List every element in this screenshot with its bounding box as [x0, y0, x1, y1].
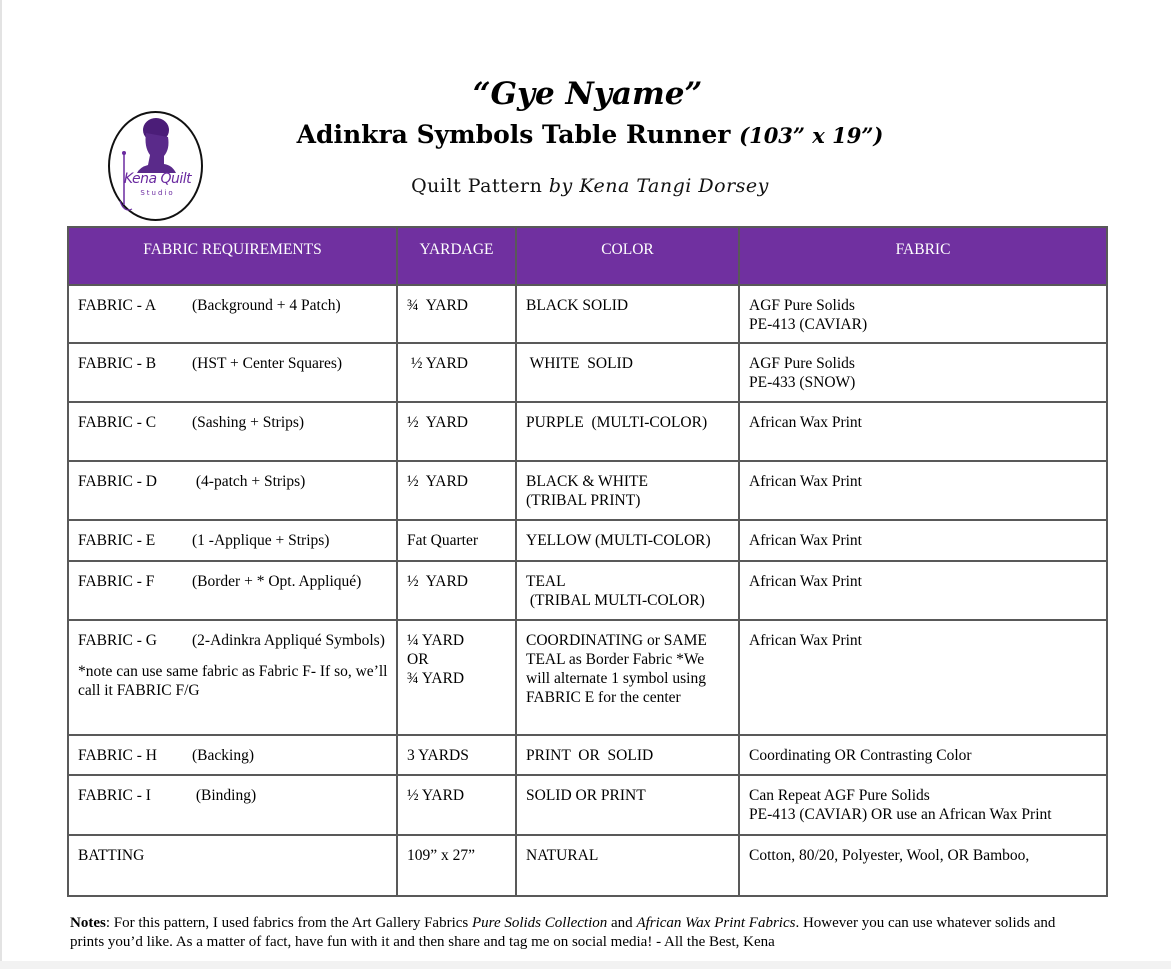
fabric-use: (1 -Applique + Strips)	[192, 532, 330, 549]
fabric-line: Coordinating OR Contrasting Color	[749, 747, 972, 764]
fabric-line: African Wax Print	[749, 473, 862, 490]
cell-color	[516, 461, 739, 520]
cell-yardage	[397, 620, 516, 735]
pattern-title: “Gye Nyame”	[472, 76, 703, 112]
notes-text-2: and	[607, 915, 637, 931]
notes-paragraph	[70, 914, 1070, 952]
yardage-line: ½ YARD	[407, 787, 465, 804]
fabric-line: PE-413 (CAVIAR) OR use an African Wax Print	[749, 806, 1052, 823]
color-line: (TRIBAL PRINT)	[526, 492, 641, 509]
color-line: YELLOW (MULTI-COLOR)	[526, 532, 711, 549]
cell-requirement	[68, 835, 397, 896]
cell-color	[516, 561, 739, 620]
fabric-line: PE-413 (CAVIAR)	[749, 316, 868, 333]
yardage-line: ¼ YARD	[407, 632, 465, 649]
fabric-line: African Wax Print	[749, 632, 862, 649]
fabric-line: African Wax Print	[749, 573, 862, 590]
color-line: NATURAL	[526, 847, 599, 864]
column-header-fabric: FABRIC	[739, 227, 1107, 285]
color-line: SOLID OR PRINT	[526, 787, 646, 804]
fabric-line: AGF Pure Solids	[749, 355, 855, 372]
notes-label: Notes	[70, 915, 106, 931]
fabric-code: FABRIC - E	[78, 532, 156, 549]
cell-yardage	[397, 835, 516, 896]
cell-fabric	[739, 620, 1107, 735]
table-row	[68, 402, 1107, 461]
table-row	[68, 735, 1107, 775]
silhouette-icon	[110, 113, 201, 219]
notes-collection-1: Pure Solids Collection	[472, 915, 608, 931]
column-header-yardage: YARDAGE	[397, 227, 516, 285]
fabric-use: (Background + 4 Patch)	[192, 297, 341, 314]
yardage-line: 109” x 27”	[407, 847, 476, 864]
color-line: will alternate 1 symbol using	[526, 670, 706, 687]
yardage-line: ½ YARD	[407, 473, 469, 490]
fabric-note: *note can use same fabric as Fabric F- If so, we’ll call it FABRIC F/G	[78, 663, 388, 699]
logo-name: Kena Quilt	[123, 171, 192, 187]
table-row	[68, 620, 1107, 735]
table-row	[68, 461, 1107, 520]
table-row	[68, 520, 1107, 561]
cell-color	[516, 620, 739, 735]
cell-yardage	[397, 285, 516, 343]
cell-fabric	[739, 735, 1107, 775]
cell-color	[516, 835, 739, 896]
fabric-use: (2-Adinkra Appliqué Symbols)	[192, 632, 385, 649]
yardage-line: OR	[407, 651, 429, 668]
logo-subtitle: Studio	[140, 189, 175, 197]
cell-yardage	[397, 461, 516, 520]
cell-fabric	[739, 561, 1107, 620]
fabric-code: FABRIC - H	[78, 747, 157, 764]
cell-fabric	[739, 835, 1107, 896]
cell-requirement	[68, 461, 397, 520]
pattern-subtitle	[270, 120, 910, 149]
table-body	[68, 285, 1107, 896]
cell-color	[516, 735, 739, 775]
cell-requirement	[68, 735, 397, 775]
cell-color	[516, 285, 739, 343]
cell-requirement	[68, 343, 397, 402]
fabric-code: FABRIC - A	[78, 297, 157, 314]
cell-fabric	[739, 520, 1107, 561]
yardage-line: ½ YARD	[407, 355, 469, 372]
color-line: COORDINATING or SAME	[526, 632, 707, 649]
table-row	[68, 561, 1107, 620]
cell-requirement	[68, 775, 397, 835]
fabric-code: FABRIC - I	[78, 787, 151, 804]
table-row	[68, 775, 1107, 835]
cell-fabric	[739, 402, 1107, 461]
notes-text-1: : For this pattern, I used fabrics from the Art Gallery Fabrics	[105, 915, 472, 931]
yardage-line: ¾ YARD	[407, 297, 469, 314]
color-line: BLACK SOLID	[526, 297, 629, 314]
fabric-code: FABRIC - G	[78, 632, 157, 649]
table-row	[68, 343, 1107, 402]
yardage-line: ¾ YARD	[407, 670, 465, 687]
runner-dimensions: (103” x 19”)	[739, 123, 884, 148]
cell-requirement	[68, 561, 397, 620]
cell-color	[516, 520, 739, 561]
color-line: FABRIC E for the center	[526, 689, 681, 706]
fabric-requirements-table	[67, 226, 1108, 897]
color-line: TEAL	[526, 573, 566, 590]
byline-pattern: Quilt Pattern	[411, 175, 543, 197]
pattern-byline	[310, 175, 870, 197]
color-line: (TRIBAL MULTI-COLOR)	[526, 592, 705, 609]
color-line: PRINT OR SOLID	[526, 747, 654, 764]
yardage-line: ½ YARD	[407, 414, 469, 431]
page-left-edge	[0, 0, 2, 969]
byline-author: by Kena Tangi Dorsey	[548, 175, 769, 197]
yardage-line: Fat Quarter	[407, 532, 479, 549]
cell-yardage	[397, 735, 516, 775]
cell-requirement	[68, 520, 397, 561]
cell-yardage	[397, 775, 516, 835]
cell-fabric	[739, 461, 1107, 520]
notes-collection-2: African Wax Print Fabrics	[636, 915, 796, 931]
fabric-use: (HST + Center Squares)	[192, 355, 343, 372]
cell-requirement	[68, 620, 397, 735]
yardage-line: 3 YARDS	[407, 747, 469, 764]
fabric-code: FABRIC - D	[78, 473, 157, 490]
color-line: BLACK & WHITE	[526, 473, 648, 490]
cell-yardage	[397, 402, 516, 461]
color-line: PURPLE (MULTI-COLOR)	[526, 414, 708, 431]
color-line: WHITE SOLID	[526, 355, 633, 372]
fabric-line: PE-433 (SNOW)	[749, 374, 856, 391]
cell-requirement	[68, 285, 397, 343]
fabric-use: (Border + * Opt. Appliqué)	[192, 573, 362, 590]
table-row	[68, 285, 1107, 343]
fabric-use: (Sashing + Strips)	[192, 414, 305, 431]
subtitle-text: Adinkra Symbols Table Runner	[296, 120, 731, 149]
cell-fabric	[739, 343, 1107, 402]
fabric-code: FABRIC - F	[78, 573, 155, 590]
column-header-requirements: FABRIC REQUIREMENTS	[68, 227, 397, 285]
cell-yardage	[397, 520, 516, 561]
fabric-line: AGF Pure Solids	[749, 297, 855, 314]
fabric-use: (Backing)	[192, 747, 254, 764]
cell-fabric	[739, 775, 1107, 835]
notes-text-3: . However you can use whatever solids and prints you’d like. As a matter of fact, have fun with it and then share and tag me on social media! - All the Best, Kena	[70, 915, 1056, 950]
cell-fabric	[739, 285, 1107, 343]
column-header-color: COLOR	[516, 227, 739, 285]
cell-yardage	[397, 343, 516, 402]
fabric-line: African Wax Print	[749, 414, 862, 431]
cell-requirement	[68, 402, 397, 461]
cell-color	[516, 343, 739, 402]
fabric-code: BATTING	[78, 847, 145, 864]
fabric-line: African Wax Print	[749, 532, 862, 549]
cell-color	[516, 402, 739, 461]
page-bottom-edge	[0, 961, 1171, 969]
fabric-code: FABRIC - B	[78, 355, 157, 372]
cell-yardage	[397, 561, 516, 620]
fabric-code: FABRIC - C	[78, 414, 157, 431]
yardage-line: ½ YARD	[407, 573, 469, 590]
color-line: TEAL as Border Fabric *We	[526, 651, 705, 668]
studio-logo	[108, 111, 203, 221]
table-header-row	[68, 227, 1107, 285]
fabric-use: (Binding)	[192, 787, 257, 804]
fabric-use: (4-patch + Strips)	[192, 473, 306, 490]
table-row	[68, 835, 1107, 896]
cell-color	[516, 775, 739, 835]
fabric-line: Cotton, 80/20, Polyester, Wool, OR Bamboo,	[749, 847, 1030, 864]
fabric-line: Can Repeat AGF Pure Solids	[749, 787, 930, 804]
